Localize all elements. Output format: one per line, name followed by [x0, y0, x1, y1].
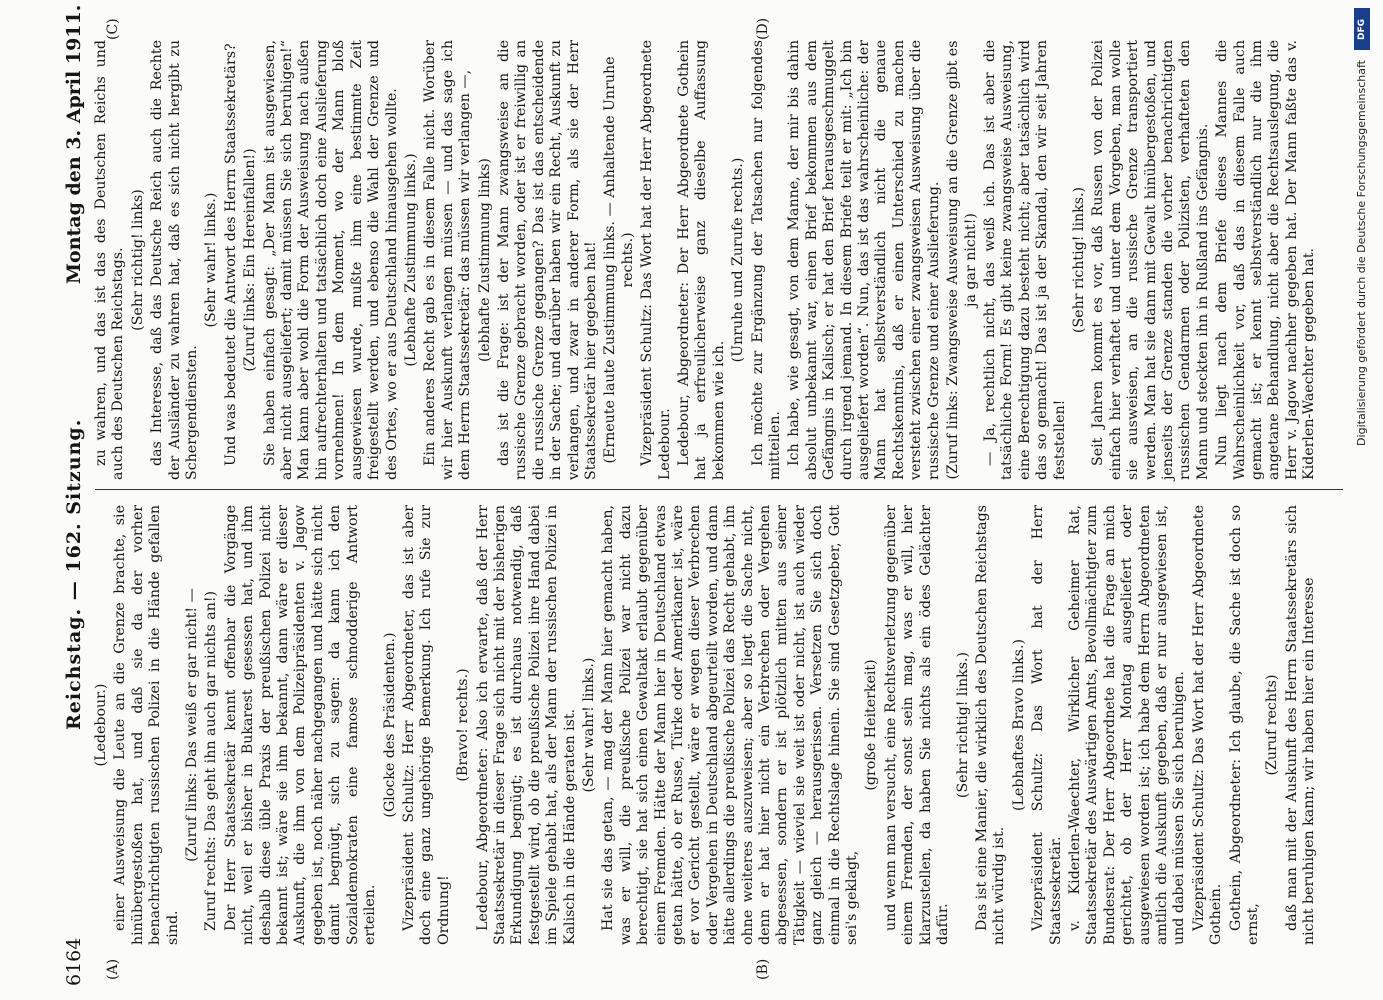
paragraph: (Zuruf links: Das weiß er gar nicht! — — [184, 588, 201, 862]
paragraph: daß man mit der Auskunft des Herrn Staatssekretärs sich nicht beruhigen kann; wir haben hier ein Interesse — [1283, 505, 1318, 945]
paragraph: (Lebhaftes Bravo links.) — [1010, 638, 1027, 812]
page-header — [55, 0, 91, 1000]
paragraph: Seit Jahren kommt es vor, daß Russen von der Polizei einfach hier verhaftet und unter dem Vorgeben, man wolle sie ausweisen, an die russische Grenze transportiert werden. Man hat sie dann mit Gewalt hinübergestoßen, und jenseits der Grenze standen die vorher benachrichtigten russischen Gendarmen oder Polizisten, verhafteten den Mann und steckten ihn in Rußland ins Gefängnis. — [1090, 40, 1211, 480]
paragraph: Gothein, Abgeordneter: Ich glaube, die Sache ist doch so ernst, — [1227, 505, 1261, 945]
paragraph: (Sehr wahr! links.) — [580, 657, 597, 793]
paragraph: (Erneute laute Zustimmung links. — Anhaltende Unruhe rechts.) — [602, 56, 636, 464]
paragraph: Sie haben einfach gesagt: „Der Mann ist ausgewiesen, aber nicht ausgeliefert; damit müssen Sie sich beruhigen!“ Man kann aber wohl die Form der Ausweisung nach außen hin aufrechterhalten und tatsächlich doch eine Auslieferung vornehmen! In dem Moment, wo der Mann bloß ausgewiesen wurde, mußte ihm eine bestimmte Zeit freigestellt werden, und ebenso die Wahl der Grenze und des Ortes, wo er aus Deutschland hinausgehen wollte. — [261, 40, 400, 480]
paragraph: (lebhafte Zustimmung links) — [476, 158, 493, 362]
paragraph: das Interesse, daß das Deutsche Reich auch die Rechte der Ausländer zu wahren hat, daß es sich nicht hergibt zu Schergendiensten. — [149, 40, 201, 480]
paragraph: Ein anderes Recht gab es in diesem Falle nicht. Worüber wir hier Auskunft verlangen müssen — und das sage ich dem Herrn Staatssekretär: das müssen wir verlangen —, — [422, 40, 474, 480]
paragraph: (Bravo! rechts.) — [455, 668, 472, 782]
paragraph: Und was bedeutet die Antwort des Herrn Staatssekretärs? — [222, 43, 239, 466]
header-title-right: Montag den 3. April 1911. — [63, 4, 85, 284]
paragraph: einer Ausweisung die Leute an die Grenze brachte, sie hinübergestoßen hat, und daß sie da der vorher benachrichtigten russischen Polizei in die Hände gefallen sind. — [112, 505, 181, 945]
paragraph: Der Herr Staatssekretär kennt offenbar die Vorgänge nicht, weil er bisher in Bukarest gesessen hat, und ihm deshalb diese üble Praxis der preußischen Polizei nicht bekannt ist; wäre sie ihm bekannt, dann wäre er dieser Auskunft, die ihm von dem Polizeipräsidenten v. Jagow gegeben ist, noch näher nachgegangen und hätte sich nicht damit begnügt, sich zu sagen: da kann ich den Sozialdemokraten eine famose schnodderige Antwort erteilen. — [222, 505, 379, 945]
digitization-note: Digitalisierung gefördert durch die Deutsche Forschungsgemeinschaft — [1355, 60, 1368, 446]
paragraph: das ist die Frage: ist der Mann zwangsweise an die russische Grenze gebracht worden, oder ist er freiwillig an die russische Grenze gegangen? Das ist das entscheidende in der Sache; und darüber haben wir ein Recht, Auskunft zu verlangen, und zwar in anderer Form, als sie der Herr Staatssekretär hier gegeben hat! — [495, 40, 599, 480]
column-divider — [95, 489, 1343, 490]
paragraph: (Sehr wahr! links.) — [203, 192, 220, 328]
paragraph: (Glocke des Präsidenten.) — [381, 632, 398, 818]
paragraph: (Sehr richtig! links.) — [954, 651, 971, 799]
paragraph: Vizepräsident Schultz: Herr Abgeordneter, das ist aber doch eine ganz ungehörige Bemerkung. Ich rufe Sie zur Ordnung! — [400, 505, 452, 945]
paragraph: (Zuruf links: Zwangsweise Ausweisung an die Grenze gibt es ja gar nicht!) — [945, 40, 979, 480]
paragraph: Ich möchte zur Ergänzung der Tatsachen nur folgendes mitteilen. — [749, 40, 784, 480]
paragraph: (Zuruf links: Ein Hereinfallen!) — [242, 148, 259, 372]
document-page — [55, 0, 1345, 1000]
paragraph: Ledebour, Abgeordneter: Der Herr Abgeordnete Gothein hat ja erfreulicherweise ganz dieselbe Auffassung bekommen wie ich. — [676, 40, 727, 480]
paragraph: Zuruf rechts: Das geht ihn auch gar nichts an!) — [203, 590, 220, 931]
paragraph: (Sehr richtig! links.) — [1070, 186, 1087, 334]
paragraph: Nun liegt nach dem Briefe dieses Mannes die Wahrscheinlichkeit vor, daß das in diesem Falle auch gemacht ist; er kennt selbstverständlich nur die ihm angetane Behandlung, nicht aber die Rechtsauslegung, die Herr v. Jagow nachher gegeben hat. Der Mann faßte das v. Kiderlen-Waechter gegeben hat. — [1214, 40, 1318, 480]
paragraph: v. Kiderlen-Waechter, Wirklicher Geheimer Rat, Staatssekretär des Auswärtigen Amts, Bevollmächtigter zum Bundesrat: Der Herr Abgeordnete hat die Frage an mich gerichtet, ob der Herr Montag ausgeliefert oder ausgewiesen worden ist; ich habe dem Herrn Abgeordneten amtlich die Auskunft gegeben, daß er nur ausgewiesen ist, und dabei müssen Sie sich beruhigen. — [1066, 505, 1188, 945]
paragraph: Vizepräsident Schultz: Das Wort hat der Herr Staatssekretär. — [1030, 505, 1064, 945]
page-number: 6164 — [63, 937, 85, 986]
margin-marker-c: (C) — [105, 18, 121, 40]
paragraph: (Zuruf rechts) — [1264, 674, 1281, 776]
header-title-left: Reichstag. — 162. Sitzung. — [63, 418, 85, 730]
paragraph: (Ledebour.) — [93, 683, 109, 767]
paragraph: Ich habe, wie gesagt, von dem Manne, der mir bis dahin absolut unbekannt war, einen Brief bekommen aus dem Gefängnis in Kalisch; er hat den Brief herausgeschmuggelt durch irgend jemand. In diesem Briefe teilt er mit: „Ich bin ausgeliefert worden“. Nun, das ist das wahrscheinliche: der Mann hat selbstverständlich nicht die genaue Rechtskenntnis, daß er einen Unterschied zu machen versteht zwischen einer zwangsweisen Ausweisung über die russische Grenze und einer Auslieferung. — [786, 40, 942, 480]
dfg-logo: DFG — [1354, 8, 1370, 50]
paragraph: und wenn man versucht, eine Rechtsverletzung gegenüber einem Fremden, der sonst sein mag, was er will, hier klarzustellen, da haben Sie nichts als ein ödes Gelächter dafür. — [882, 505, 952, 945]
paragraph: Vizepräsident Schultz: Das Wort hat der Herr Abgeordnete Gothein. — [1190, 505, 1225, 945]
paragraph: Das ist eine Manier, die wirklich des Deutschen Reichstags nicht würdig ist. — [973, 505, 1008, 945]
margin-marker-b: (B) — [755, 958, 771, 980]
paragraph: — Ja, rechtlich nicht, das weiß ich. Das ist aber die tatsächliche Form! Es gibt keine zwangsweise Ausweisung, eine Berechtigung dazu besteht nicht; aber tatsächlich wird das so gemacht! Das ist ja der Skandal, den wir seit Jahren feststellen! — [981, 40, 1068, 480]
text-column-right — [93, 40, 1321, 480]
paragraph: zu wahren, und das ist das des Deutschen Reichs und auch des Deutschen Reichstags. — [93, 40, 127, 480]
margin-marker-d: (D) — [755, 17, 771, 40]
margin-marker-a: (A) — [105, 958, 121, 980]
paragraph: (Unruhe und Zurufe rechts.) — [730, 157, 747, 363]
paragraph: Ledebour, Abgeordneter: Also ich erwarte, daß der Herr Staatssekretär in dieser Frage sich nicht mit der bisherigen Erkundigung begnügt; es ist durchaus notwendig, daß festgestellt wird, ob die preußische Polizei ihre Hand dabei im Spiele gehabt hat, als der Mann der russischen Polizei in Kalisch in die Hände geraten ist. — [474, 505, 578, 945]
paragraph: (große Heiterkeit) — [863, 659, 880, 791]
paragraph: (Lebhafte Zustimmung links.) — [402, 153, 419, 367]
paragraph: (Sehr richtig! links) — [129, 189, 146, 331]
paragraph: Hat sie das getan, — mag der Mann hier gemacht haben, was er will, die preußische Polizei war nicht dazu berechtigt, sie hat sich einen Gewaltakt erlaubt gegenüber einem Fremden. Hätte der Mann hier in Deutschland etwas getan hätte, ob er Russe, Türke oder Amerikaner ist, wäre er vor Gericht gestellt, wäre er wegen dieser Verbrechen oder Vergehen in Deutschland abgeurteilt worden, und dann hätte allerdings die preußische Polizei das Recht gehabt, ihn ohne weiteres auszuweisen; aber so liegt die Sache nicht, denn er hat hier nicht ein Verbrechen oder Vergehen abgesessen, sondern er ist plötzlich mitten aus seiner Tätigkeit — wieviel sie weit ist oder nicht, ist auch wieder ganz gleich — herausgerissen. Versetzen Sie sich doch einmal in die Rechtslage hinein. Sie sind Gesetzgeber, Gott sei's geklagt, — [600, 505, 861, 945]
paragraph: Vizepräsident Schultz: Das Wort hat der Herr Abgeordnete Ledebour. — [639, 40, 673, 480]
text-column-left — [93, 505, 1321, 945]
